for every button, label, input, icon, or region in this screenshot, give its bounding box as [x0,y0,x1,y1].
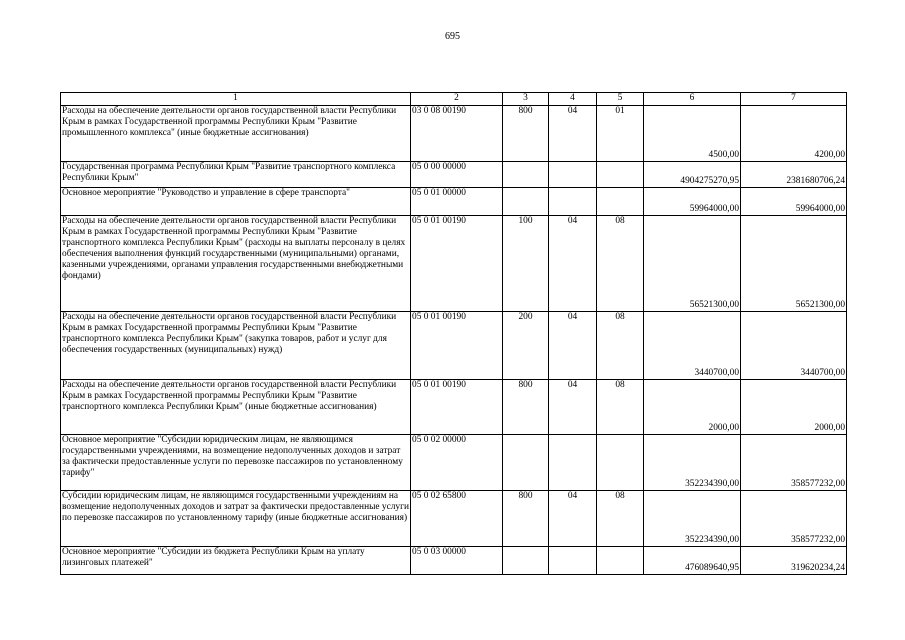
row-vr: 800 [503,380,549,435]
row-vr [503,547,549,575]
row-sum-1: 4904275270,95 [644,162,741,188]
row-vr [503,435,549,491]
budget-table [60,92,847,575]
row-rz: 04 [549,491,597,547]
row-code: 05 0 02 00000 [411,435,503,491]
row-code: 05 0 01 00190 [411,312,503,380]
row-sum-2: 2000,00 [741,380,847,435]
row-rz: 04 [549,216,597,312]
row-pr [597,188,644,216]
row-vr: 100 [503,216,549,312]
table-row [61,106,847,162]
row-name: Расходы на обеспечение деятельности органов государственной власти Республики Крым в рамках Государственной программы Республики Крым "Развитие транспортного комплекса Республики Крым" (расходы на выплаты персоналу в целях обеспечения выполнения функций государственными (муниципальными) органами, казенными учреждениями, органами управления государственными внебюджетными фондами) [61,216,411,312]
header-row [61,93,847,106]
row-sum-1: 3440700,00 [644,312,741,380]
row-rz [549,435,597,491]
row-rz [549,162,597,188]
row-name: Расходы на обеспечение деятельности органов государственной власти Республики Крым в рамках Государственной программы Республики Крым "Развитие транспортного комплекса Республики Крым" (иные бюджетные ассигнования) [61,380,411,435]
table-row [61,491,847,547]
row-sum-2: 2381680706,24 [741,162,847,188]
row-rz: 04 [549,312,597,380]
row-vr: 800 [503,106,549,162]
row-code: 05 0 03 00000 [411,547,503,575]
row-pr [597,435,644,491]
row-rz: 04 [549,380,597,435]
row-vr: 200 [503,312,549,380]
row-pr: 08 [597,380,644,435]
row-sum-2: 59964000,00 [741,188,847,216]
row-vr [503,162,549,188]
header-cell: 6 [644,93,741,106]
row-name: Расходы на обеспечение деятельности органов государственной власти Республики Крым в рамках Государственной программы Республики Крым "Развитие транспортного комплекса Республики Крым" (закупка товаров, работ и услуг для обеспечения государственных (муниципальных) нужд) [61,312,411,380]
row-code: 03 0 08 00190 [411,106,503,162]
row-sum-1: 4500,00 [644,106,741,162]
header-cell: 2 [411,93,503,106]
row-pr: 08 [597,312,644,380]
row-rz [549,547,597,575]
row-code: 05 0 01 00190 [411,216,503,312]
row-sum-1: 59964000,00 [644,188,741,216]
header-cell: 4 [549,93,597,106]
row-sum-2: 3440700,00 [741,312,847,380]
row-code: 05 0 02 65800 [411,491,503,547]
row-vr [503,188,549,216]
row-name: Расходы на обеспечение деятельности органов государственной власти Республики Крым в рамках Государственной программы Республики Крым "Развитие промышленного комплекса" (иные бюджетные ассигнования) [61,106,411,162]
header-cell: 1 [61,93,411,106]
row-pr [597,162,644,188]
row-sum-1: 352234390,00 [644,491,741,547]
row-vr: 800 [503,491,549,547]
header-cell: 3 [503,93,549,106]
row-sum-1: 476089640,95 [644,547,741,575]
row-name: Основное мероприятие "Руководство и управление в сфере транспорта" [61,188,411,216]
row-name: Государственная программа Республики Крым "Развитие транспортного комплекса Республики Крым" [61,162,411,188]
row-pr: 08 [597,216,644,312]
row-rz [549,188,597,216]
row-sum-2: 56521300,00 [741,216,847,312]
row-pr: 01 [597,106,644,162]
row-code: 05 0 00 00000 [411,162,503,188]
table-row [61,188,847,216]
row-pr [597,547,644,575]
row-sum-2: 4200,00 [741,106,847,162]
table-row [61,162,847,188]
table-row [61,216,847,312]
table-row [61,435,847,491]
header-cell: 7 [741,93,847,106]
row-sum-1: 352234390,00 [644,435,741,491]
row-sum-2: 358577232,00 [741,435,847,491]
page-number: 695 [445,31,460,42]
row-sum-2: 358577232,00 [741,491,847,547]
row-sum-2: 319620234,24 [741,547,847,575]
row-name: Субсидии юридическим лицам, не являющимся государственными учреждениям на возмещение недополученных доходов и затрат за фактически предоставленные услуги по перевозке пассажиров по установленному тарифу (иные бюджетные ассигнования) [61,491,411,547]
row-name: Основное мероприятие "Субсидии из бюджета Республики Крым на уплату лизинговых платежей" [61,547,411,575]
table-row [61,380,847,435]
row-name: Основное мероприятие "Субсидии юридическим лицам, не являющимся государственными учреждениями, на возмещение недополученных доходов и затрат за фактически предоставленные услуги по перевозке пассажиров по установленному тарифу" [61,435,411,491]
row-sum-1: 2000,00 [644,380,741,435]
row-code: 05 0 01 00000 [411,188,503,216]
row-rz: 04 [549,106,597,162]
table-row [61,547,847,575]
row-code: 05 0 01 00190 [411,380,503,435]
row-pr: 08 [597,491,644,547]
table-row [61,312,847,380]
row-sum-1: 56521300,00 [644,216,741,312]
header-cell: 5 [597,93,644,106]
